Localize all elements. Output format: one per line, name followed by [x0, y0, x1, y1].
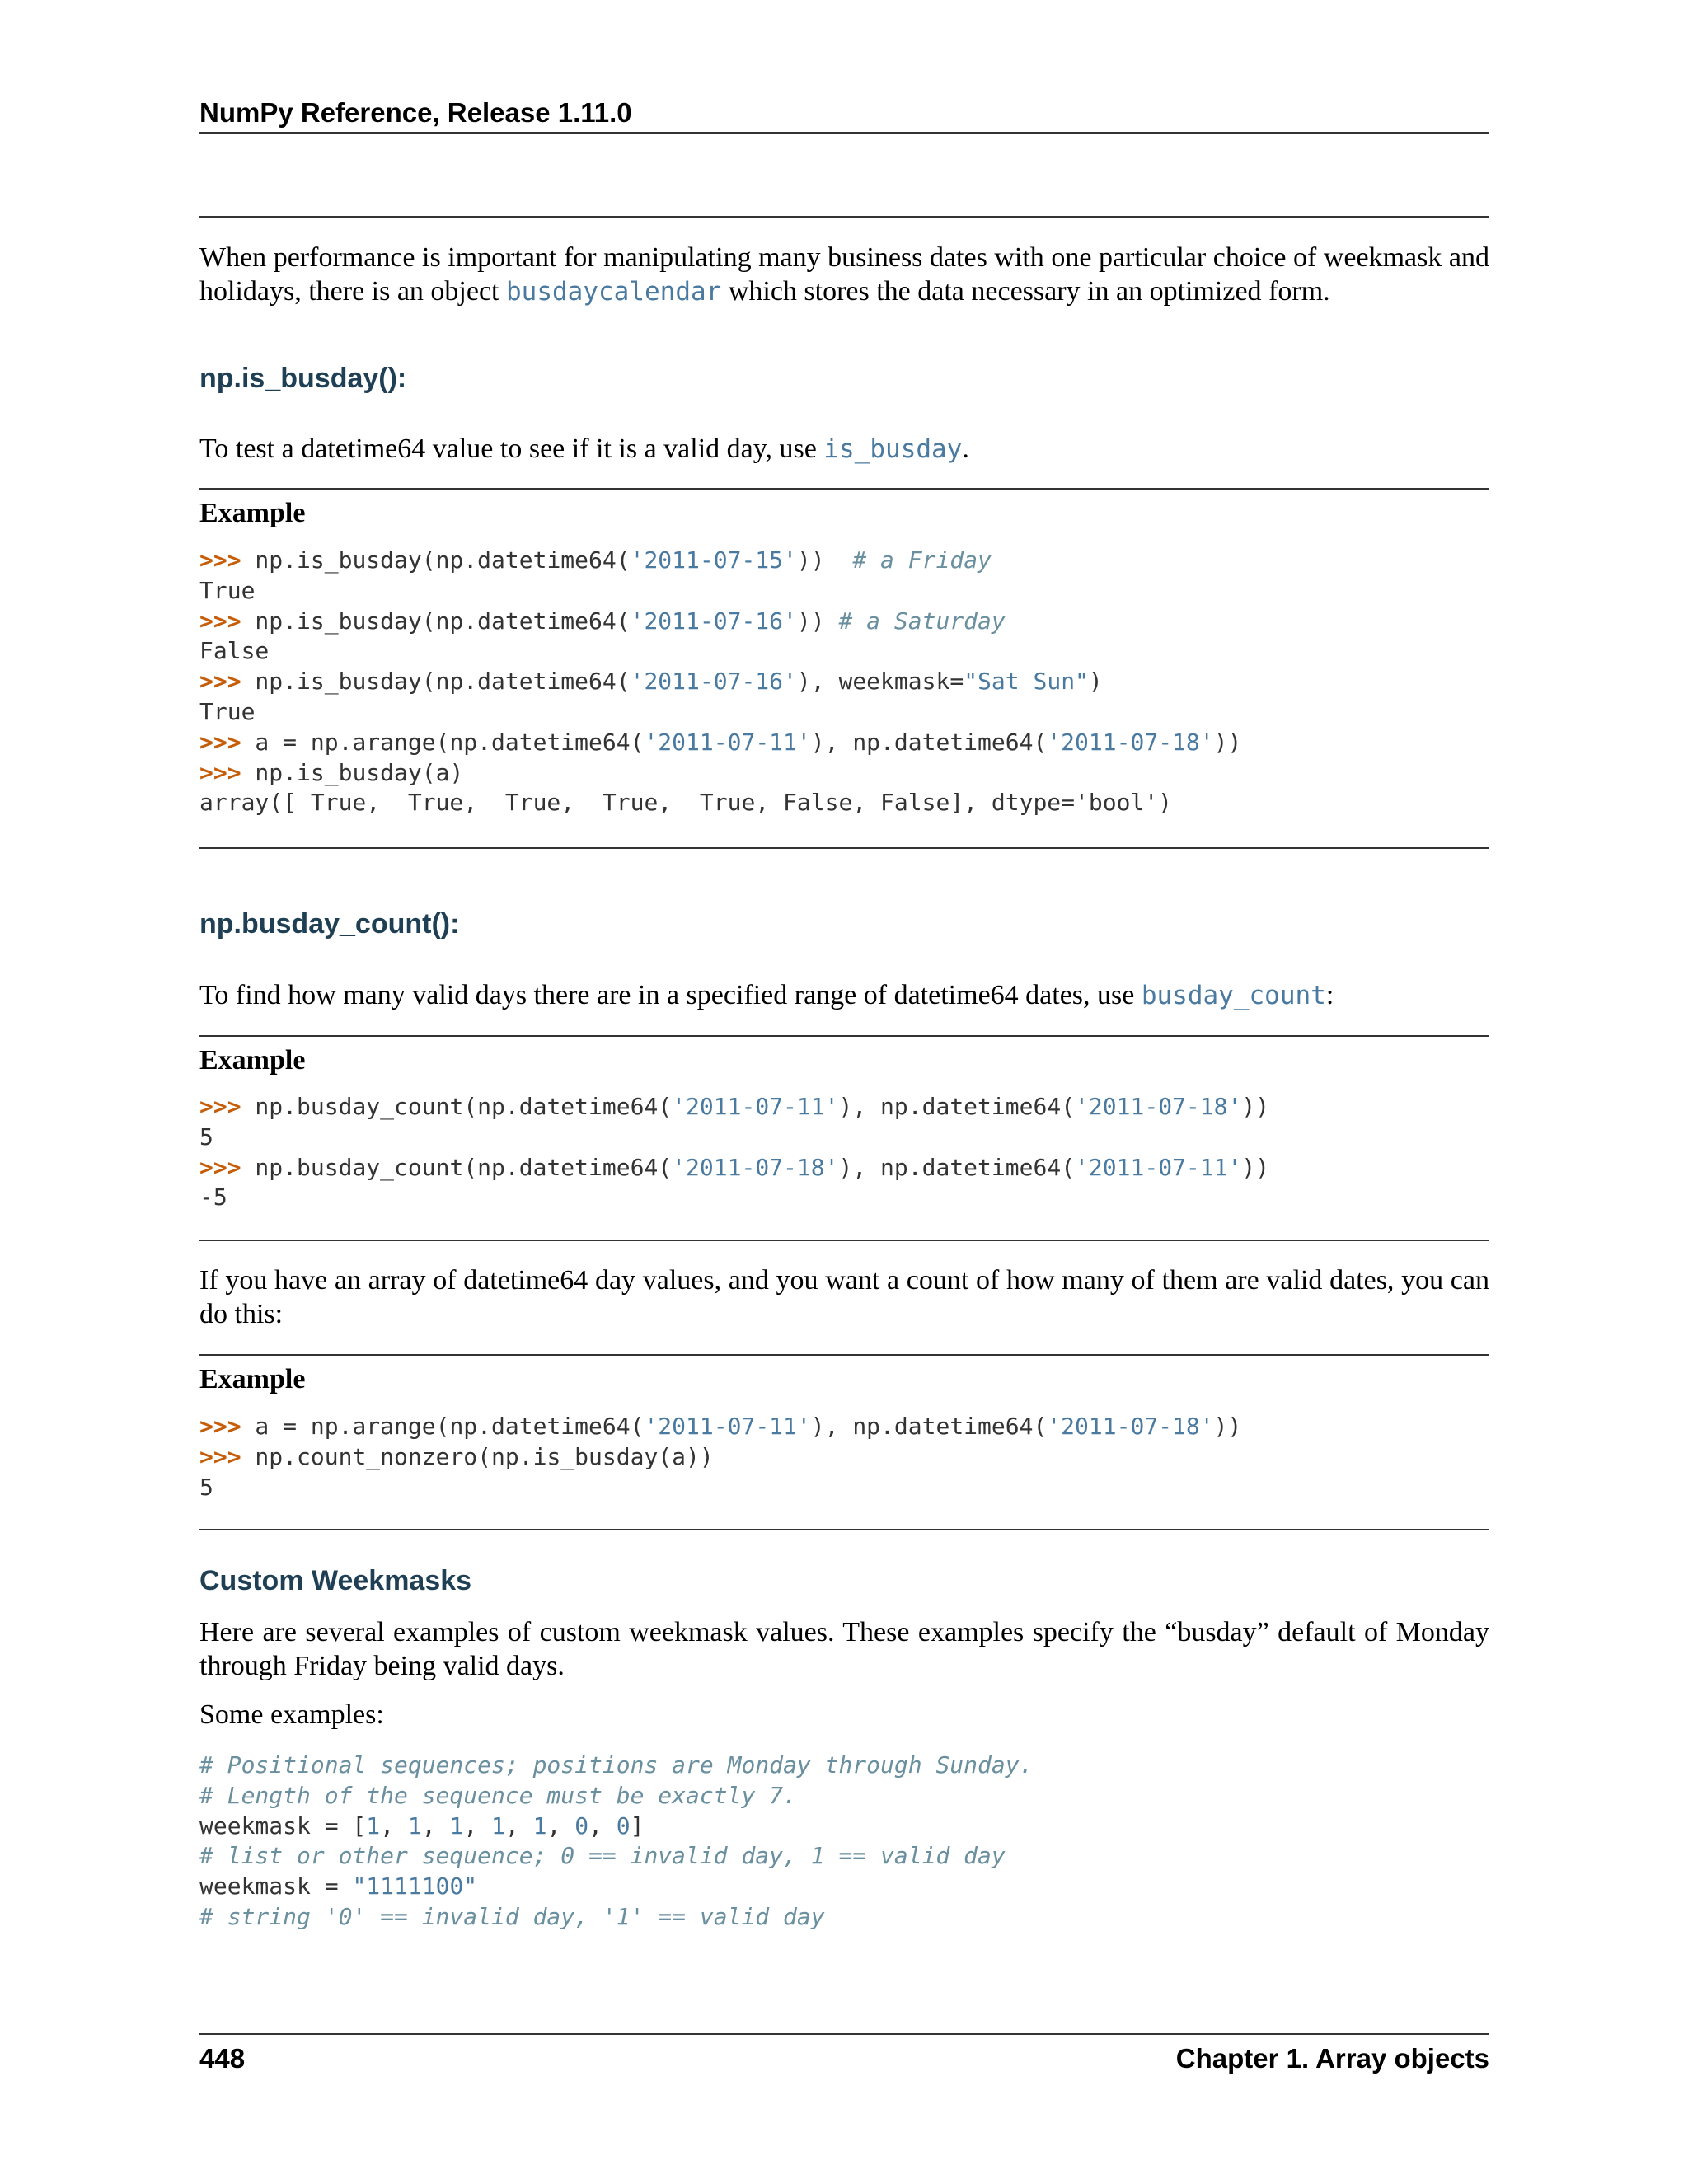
example-rule [199, 1529, 1489, 1530]
example-label: Example [199, 1364, 306, 1394]
is-busday-paragraph: To test a datetime64 value to see if it is a valid day, use is_busday. [199, 434, 969, 464]
section-rule [199, 216, 1489, 218]
example-rule [199, 1035, 1489, 1037]
running-footer [199, 2033, 1489, 2073]
example-rule [199, 1240, 1489, 1241]
page [199, 0, 1489, 2184]
example-rule [199, 847, 1489, 849]
some-examples-paragraph: Some examples: [199, 1699, 384, 1730]
running-header [199, 91, 1489, 134]
is-busday-heading: np.is_busday(): [199, 363, 407, 394]
header-title: NumPy Reference, Release 1.11.0 [199, 97, 632, 128]
example-label: Example [199, 1045, 306, 1076]
code-block-is-busday: >>> np.is_busday(np.datetime64('2011-07-15')) # a Friday True >>> np.is_busday(np.datetime64('2011-07-16')) # a Saturday False >>> np.is_busday(np.datetime64('2011-07-16'), weekmask="Sat Sun") True >>> a = np.arange(np.datetime64('2011-07-11'), np.datetime64('2011-07-18')) >>> np.is_busday(a) array([ True, True, True, True, True, False, False], dtype='bool') [199, 546, 1242, 817]
chapter-title: Chapter 1. Array objects [1175, 2043, 1489, 2074]
code-block-weekmasks: # Positional sequences; positions are Monday through Sunday. # Length of the sequence must be exactly 7. weekmask = [1, 1, 1, 1, 1, 0, 0] # list or other sequence; 0 == invalid day, 1 == valid day weekmask = "1111100" # string '0' == invalid day, '1' == valid day [199, 1751, 1034, 1930]
custom-weekmasks-paragraph: Here are several examples of custom weekmask values. These examples specify the “busday” default of Monday through Friday being valid days. [199, 1617, 1489, 1681]
page-number: 448 [199, 2043, 246, 2074]
example-label: Example [199, 498, 306, 528]
busday-count-heading: np.busday_count(): [199, 908, 460, 940]
code-block-count-nonzero: >>> a = np.arange(np.datetime64('2011-07-11'), np.datetime64('2011-07-18')) >>> np.count_nonzero(np.is_busday(a)) 5 [199, 1413, 1242, 1501]
busday-count-link[interactable]: busday_count [1141, 981, 1326, 1010]
custom-weekmasks-heading: Custom Weekmasks [199, 1565, 472, 1596]
count-nonzero-paragraph: If you have an array of datetime64 day values, and you want a count of how many of them are valid dates, you can do this: [199, 1265, 1489, 1329]
is-busday-link[interactable]: is_busday [823, 434, 963, 464]
busday-count-paragraph: To find how many valid days there are in a specified range of datetime64 dates, use busday_count: [199, 980, 1334, 1010]
example-rule [199, 488, 1489, 490]
busdaycalendar-link[interactable]: busdaycalendar [506, 277, 722, 307]
intro-paragraph: When performance is important for manipulating many business dates with one particular choice of weekmask and holidays, there is an object busdaycalendar which stores the data necessary in an optimized form. [199, 242, 1489, 307]
example-rule [199, 1354, 1489, 1356]
code-block-busday-count: >>> np.busday_count(np.datetime64('2011-07-11'), np.datetime64('2011-07-18')) 5 >>> np.busday_count(np.datetime64('2011-07-18'), np.datetime64('2011-07-11')) -5 [199, 1093, 1270, 1212]
